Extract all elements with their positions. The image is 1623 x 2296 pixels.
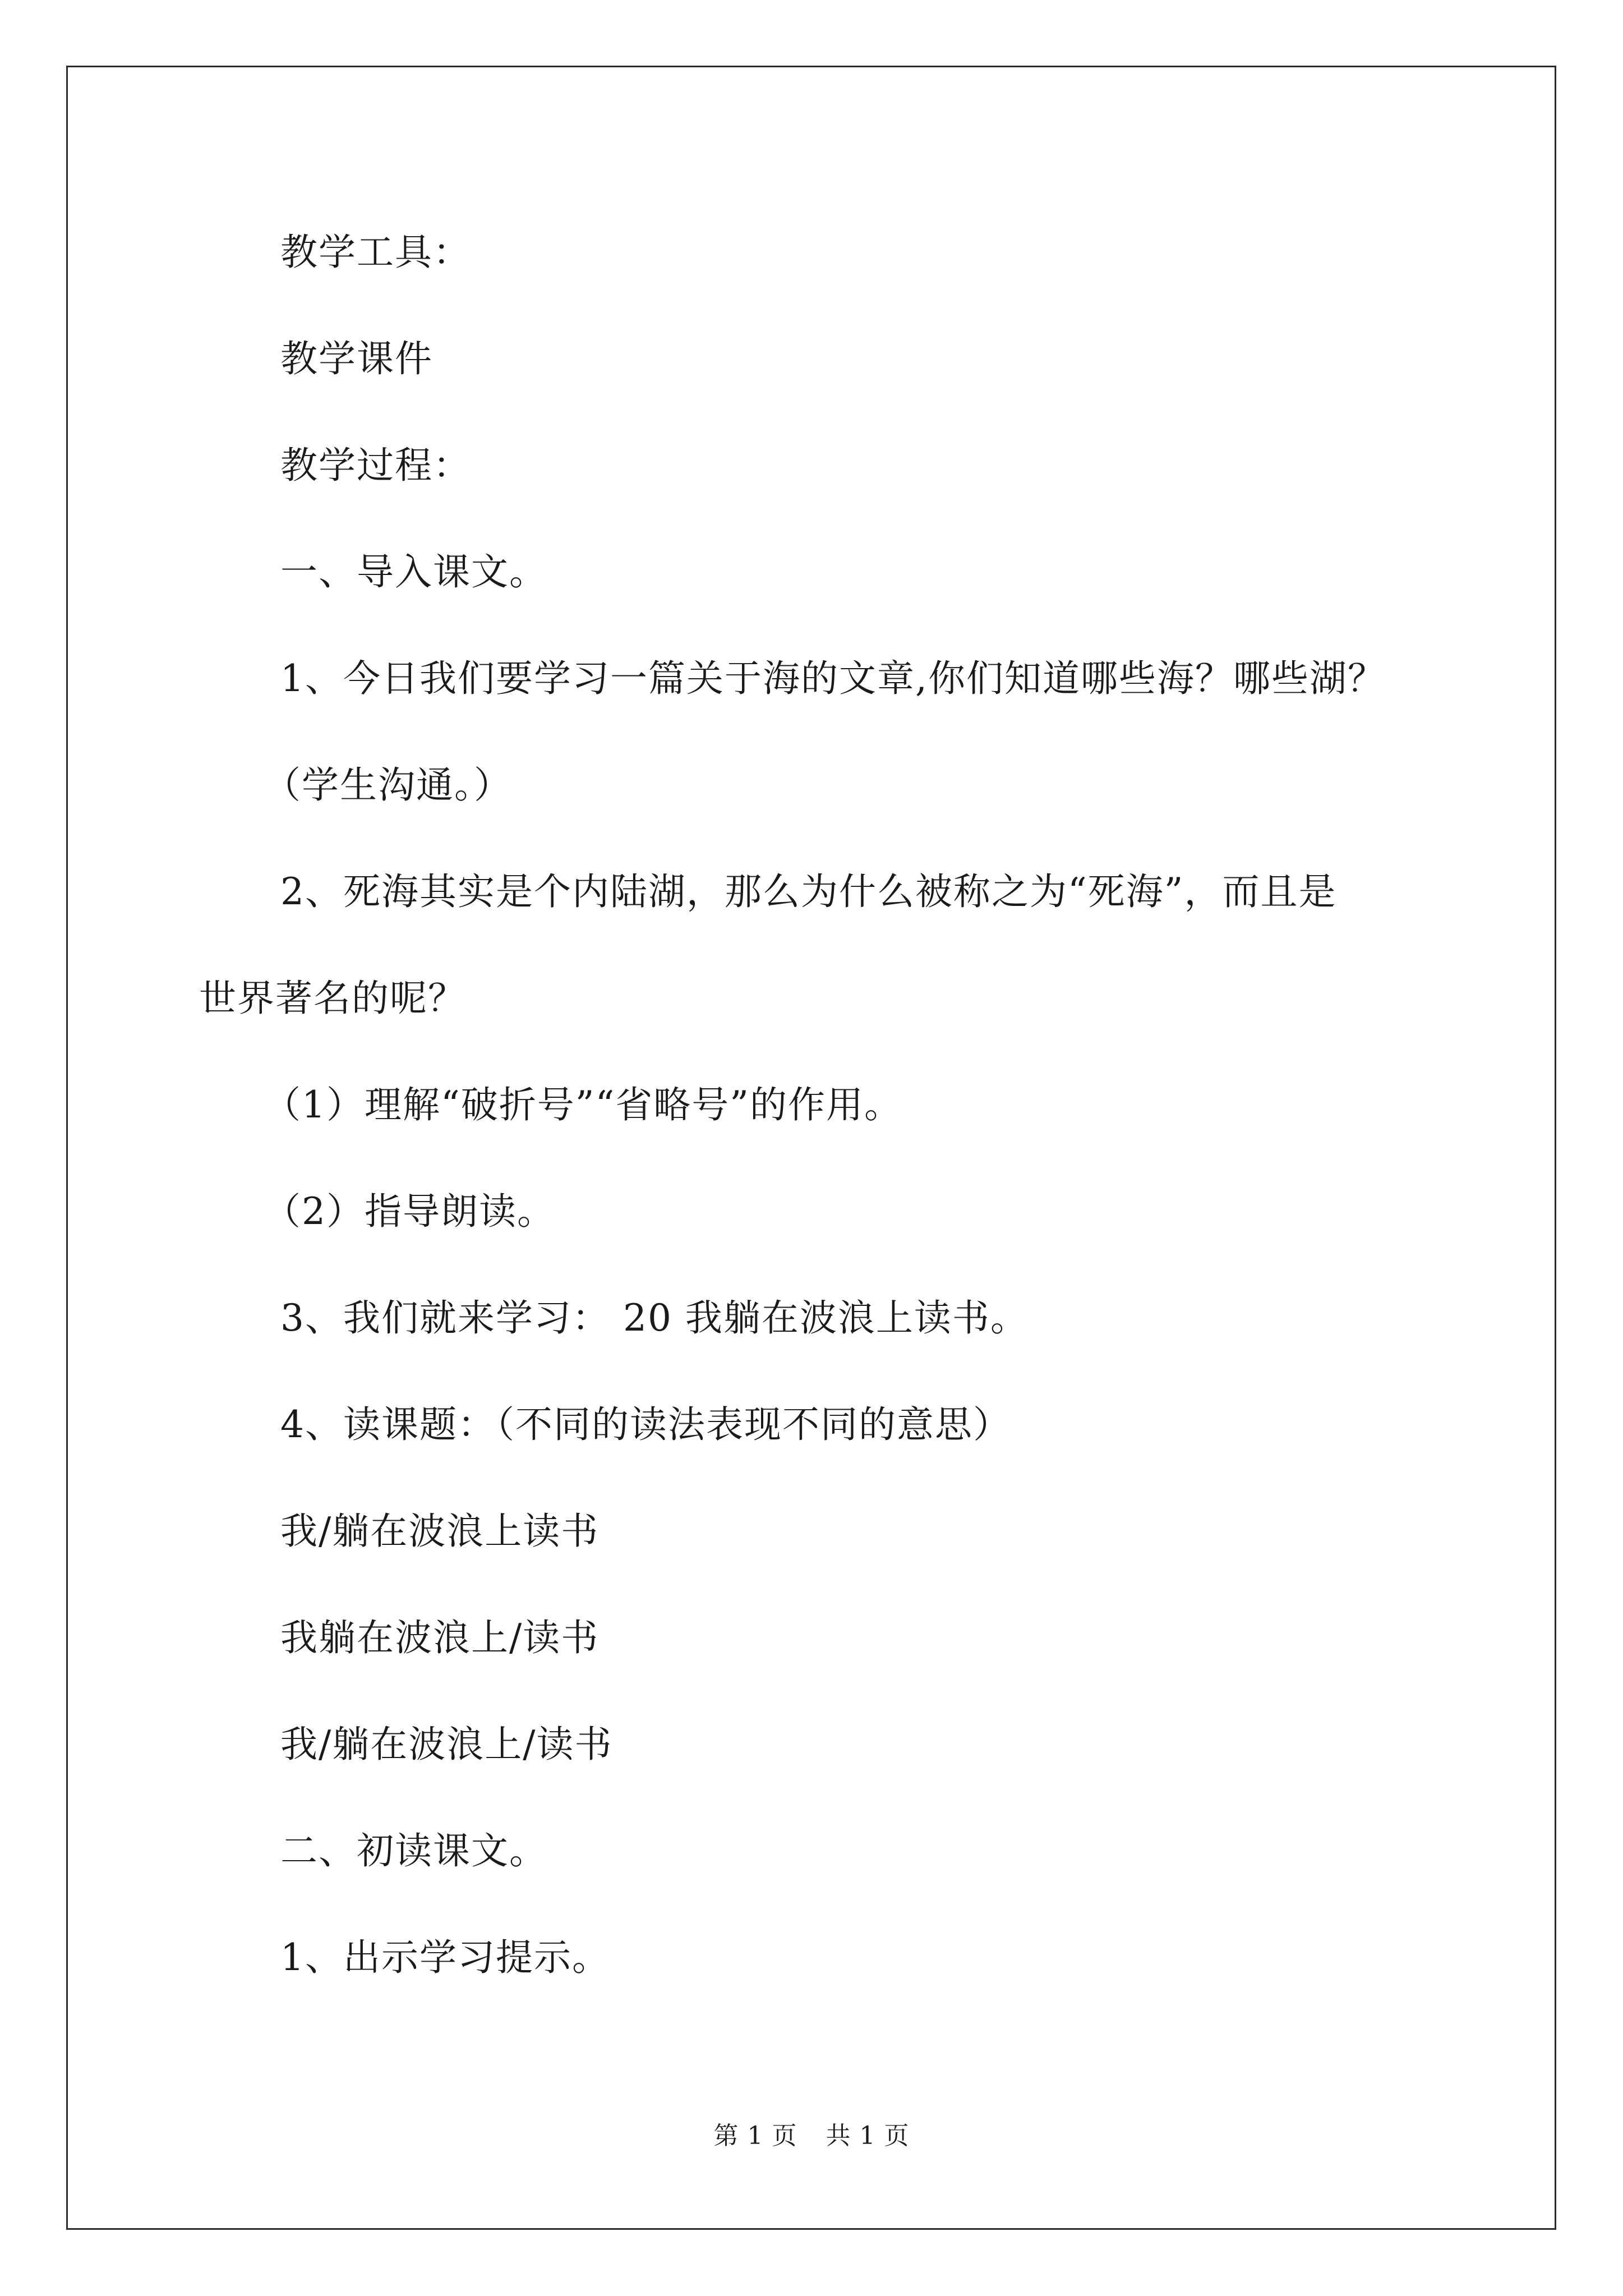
- text-line-show-prompt: 1、出示学习提示。: [280, 1936, 610, 1979]
- text-line-item-4: 4、读课题：（不同的读法表现不同的意思）: [280, 1403, 1011, 1446]
- text-line-teaching-tools: 教学工具：: [280, 231, 471, 274]
- page-footer: [0, 2119, 1623, 2153]
- text-line-teaching-courseware: 教学课件: [280, 337, 433, 380]
- text-line-sub-item-1: （1）理解“破折号”“省略号”的作用。: [264, 1083, 902, 1126]
- page-number-total: 共 1 页: [826, 2122, 910, 2150]
- section-heading-first-reading: 二、初读课文。: [280, 1829, 547, 1872]
- text-line-item-3: 3、我们就来学习： 20 我躺在波浪上读书。: [280, 1296, 1029, 1340]
- text-line-student-communication: （学生沟通。）: [264, 763, 512, 807]
- text-line-reading-variant-2: 我躺在波浪上/读书: [280, 1616, 600, 1659]
- text-line-reading-variant-1: 我/躺在波浪上读书: [280, 1510, 600, 1553]
- text-line-teaching-process: 教学过程：: [280, 444, 471, 487]
- text-line-item-2: 2、死海其实是个内陆湖，那么为什么被称之为“死海”，而且是: [280, 870, 1337, 913]
- section-heading-intro: 一、导入课文。: [280, 550, 547, 593]
- page-number-current: 第 1 页: [713, 2122, 797, 2150]
- text-line-item-1: 1、今日我们要学习一篇关于海的文章,你们知道哪些海？哪些湖？: [280, 657, 1386, 700]
- text-line-sub-item-2: （2）指导朗读。: [264, 1190, 555, 1233]
- text-line-item-2-continued: 世界著名的呢？: [199, 977, 466, 1020]
- text-line-reading-variant-3: 我/躺在波浪上/读书: [280, 1723, 613, 1766]
- page-border: [66, 66, 1556, 2230]
